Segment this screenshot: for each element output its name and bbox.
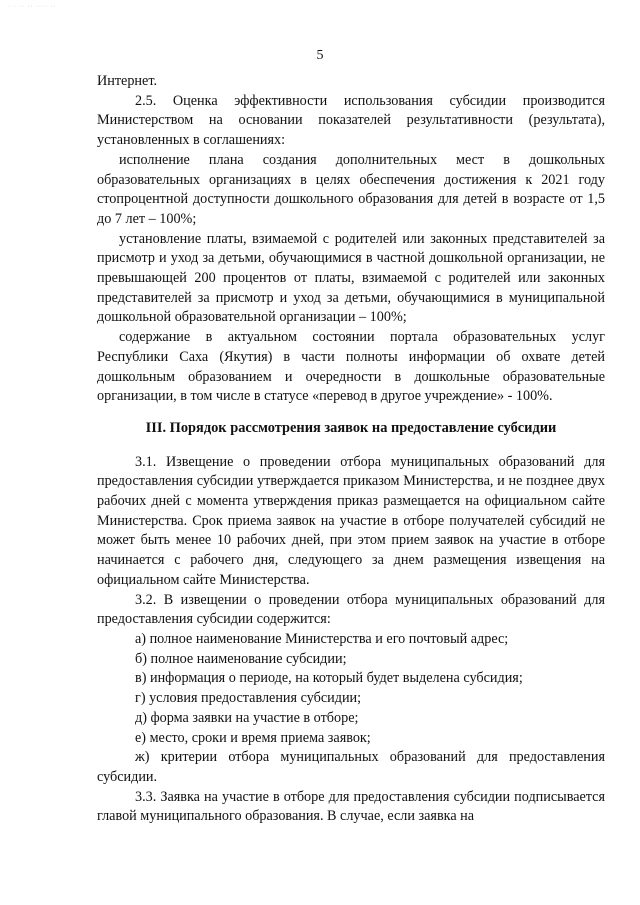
list-item-g: г) условия предоставления субсидии; xyxy=(135,690,362,707)
scan-mark: · · ·· ·· ···· ·· xyxy=(8,4,57,10)
paragraph-3-3: 3.3. Заявка на участие в отборе для предоставления субсидии подписывается главой муниципального образования. В случае, если заявка на xyxy=(97,788,605,825)
section-heading-iii: III. Порядок рассмотрения заявок на предоставление субсидии xyxy=(145,419,557,436)
list-item-a: а) полное наименование Министерства и его почтовый адрес; xyxy=(135,630,509,647)
document-body xyxy=(97,72,605,827)
criterion-fee: установление платы, взимаемой с родителей или законных представителей за присмотр и уход за детьми, обучающимися в частной дошкольной организации, не превышающей 200 процентов от платы, взимаемой с родителей или законных представителей за присмотр и уход за детьми, обучающимися в муниципальной дошкольной образовательной организации – 100%; xyxy=(97,230,605,326)
paragraph-internet: Интернет. xyxy=(97,73,157,89)
paragraph-3-2: 3.2. В извещении о проведении отбора муниципальных образований для предоставления субсидии содержится: xyxy=(97,591,605,628)
criterion-places: исполнение плана создания дополнительных мест в дошкольных образовательных организациях в целях обеспечения достижения к 2021 году стопроцентной доступности дошкольного образования для детей в возрасте от 1,5 до 7 лет – 100%; xyxy=(97,151,605,227)
list-item-v: в) информация о периоде, на который будет выделена субсидия; xyxy=(135,670,523,687)
list-item-d: д) форма заявки на участие в отборе; xyxy=(135,709,359,726)
page-number: 5 xyxy=(316,48,324,63)
list-item-b: б) полное наименование субсидии; xyxy=(135,650,347,667)
paragraph-2-5: 2.5. Оценка эффективности использования субсидии производится Министерством на основании показателей результативности (результата), установленных в соглашениях: xyxy=(97,92,605,149)
paragraph-3-1: 3.1. Извещение о проведении отбора муниципальных образований для предоставления субсидии утверждается приказом Министерства, и не позднее двух рабочих дней с момента утверждения приказ размещается на официальном сайте Министерства. Срок приема заявок на участие в отборе получателей субсидий не может быть менее 10 рабочих дней, при этом прием заявок на участие в отборе начинается с рабочего дня, следующего за днем размещения извещения на официальном сайте Министерства. xyxy=(97,453,605,588)
criterion-portal: содержание в актуальном состоянии портала образовательных услуг Республики Саха (Якутия) в части полноты информации об охвате детей дошкольным образованием и очередности в дошкольные образовательные организации, в том числе в статусе «перевод в другое учреждение» - 100%. xyxy=(97,329,605,405)
list-item-e: е) место, сроки и время приема заявок; xyxy=(135,729,371,746)
list-item-zh: ж) критерии отбора муниципальных образований для предоставления субсидии. xyxy=(97,749,605,785)
